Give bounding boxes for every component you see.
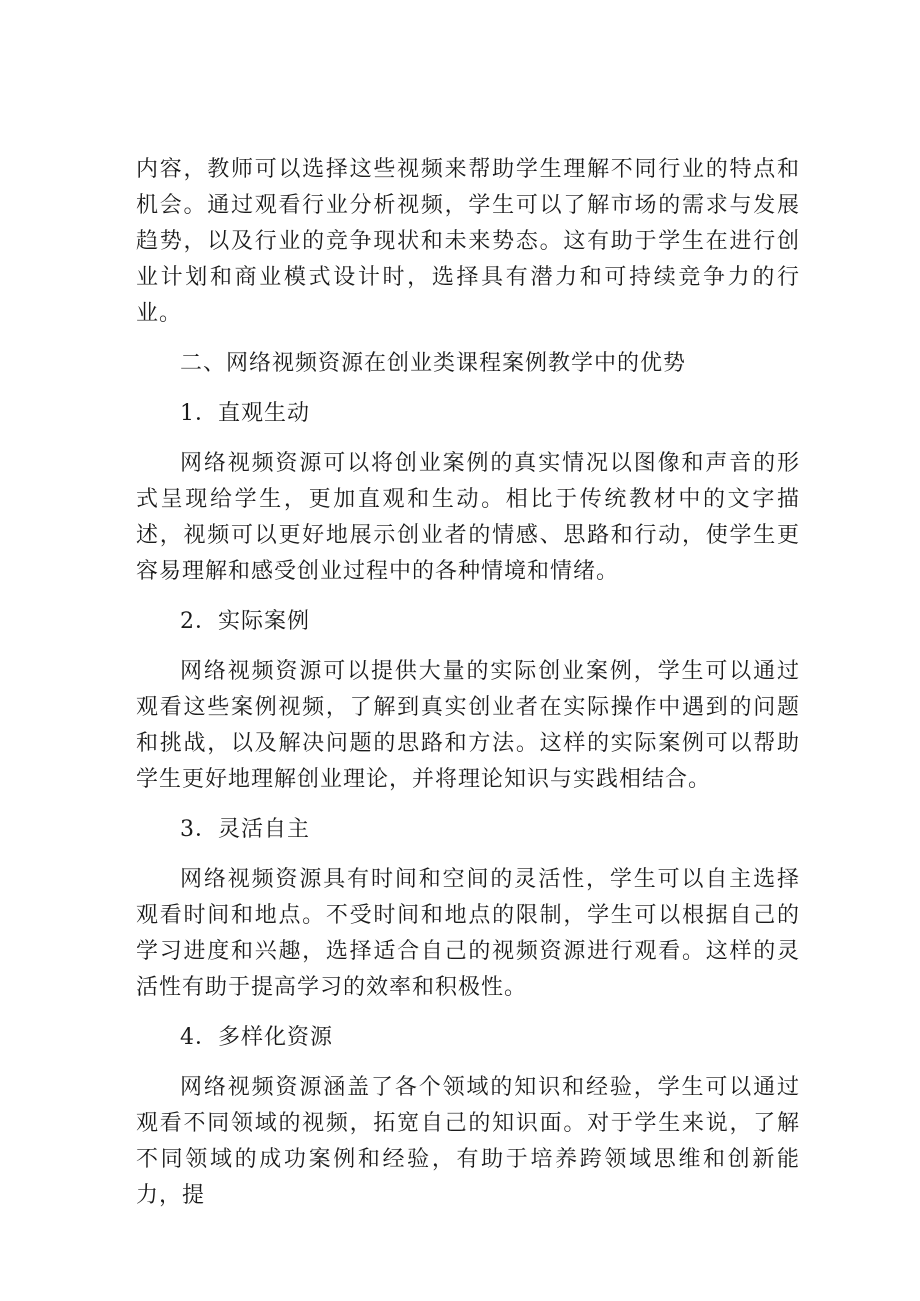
spacer (136, 590, 800, 604)
item-heading-2: 2．实际案例 (180, 609, 310, 634)
item-body-3: 网络视频资源具有时间和空间的灵活性，学生可以自主选择观看时间和地点。不受时间和地点的限制，学生可以根据自己的学习进度和兴趣，选择适合自己的视频资源进行观看。这样的灵活性有助于提高学习的效率和积极性。 (136, 867, 800, 1000)
spacer (136, 640, 800, 654)
spacer (136, 1006, 800, 1020)
item-heading-4: 4．多样化资源 (180, 1025, 333, 1050)
spacer (136, 382, 800, 396)
section-title: 二、网络视频资源在创业类课程案例教学中的优势 (180, 351, 687, 376)
intro-paragraph: 内容，教师可以选择这些视频来帮助学生理解不同行业的特点和机会。通过观看行业分析视频，学生可以了解市场的需求与发展趋势，以及行业的竞争现状和未来势态。这有助于学生在进行创业计划和商业模式设计时，选择具有潜力和可持续竞争力的行业。 (136, 157, 800, 326)
item-body-2: 网络视频资源可以提供大量的实际创业案例，学生可以通过观看这些案例视频，了解到真实创业者在实际操作中遇到的问题和挑战，以及解决问题的思路和方法。这样的实际案例可以帮助学生更好地理解创业理论，并将理论知识与实践相结合。 (136, 659, 800, 792)
spacer (136, 432, 800, 446)
item-body-1: 网络视频资源可以将创业案例的真实情况以图像和声音的形式呈现给学生，更加直观和生动。相比于传统教材中的文字描述，视频可以更好地展示创业者的情感、思路和行动，使学生更容易理解和感受创业过程中的各种情境和情绪。 (136, 451, 800, 584)
spacer (136, 798, 800, 812)
item-heading-1: 1．直观生动 (180, 401, 310, 426)
spacer (136, 1056, 800, 1070)
document-page (136, 152, 800, 1214)
spacer (136, 332, 800, 346)
item-body-4: 网络视频资源涵盖了各个领域的知识和经验，学生可以通过观看不同领域的视频，拓宽自己的知识面。对于学生来说，了解不同领域的成功案例和经验，有助于培养跨领域思维和创新能力，提 (136, 1075, 800, 1208)
item-heading-3: 3．灵活自主 (180, 817, 310, 842)
spacer (136, 848, 800, 862)
